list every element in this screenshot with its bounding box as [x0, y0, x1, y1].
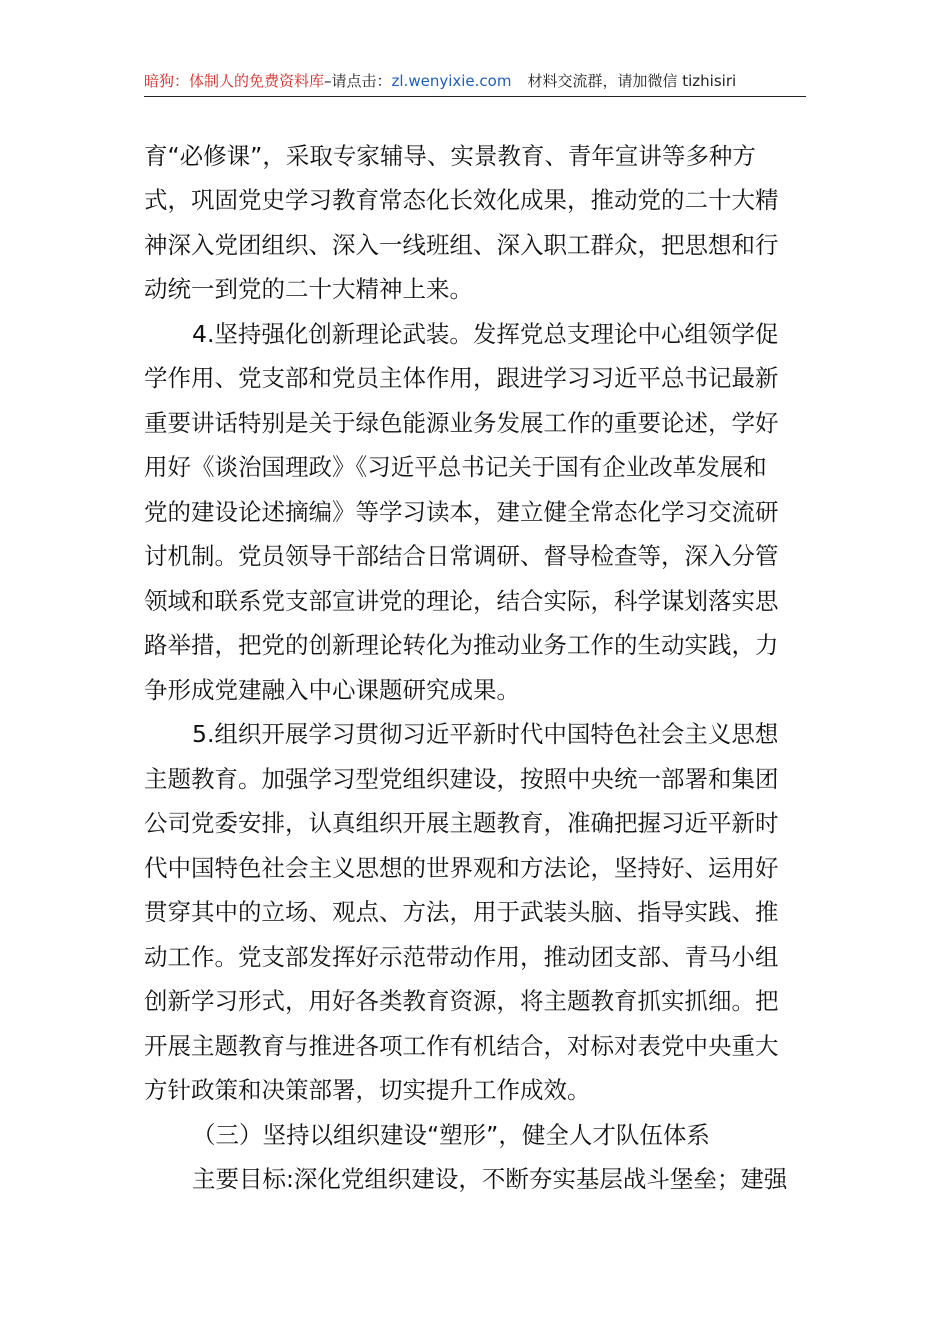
text-line: 主题教育。加强学习型党组织建设，按照中央统一部署和集团: [144, 765, 779, 793]
text-line: 公司党委安排，认真组织开展主题教育，准确把握习近平新时: [144, 809, 779, 837]
text-line: 动统一到党的二十大精神上来。: [144, 275, 473, 303]
paragraph-5-start: 5.组织开展学习贯彻习近平新时代中国特色社会主义思想: [192, 720, 779, 748]
text-line: 动工作。党支部发挥好示范带动作用，推动团支部、青马小组: [144, 943, 779, 971]
text-line: 育“必修课”，采取专家辅导、实景教育、青年宣讲等多种方: [144, 142, 756, 170]
text-line: 代中国特色社会主义思想的世界观和方法论，坚持好、运用好: [144, 854, 779, 882]
text-line: 方针政策和决策部署，切实提升工作成效。: [144, 1076, 591, 1104]
text-line: 路举措，把党的创新理论转化为推动业务工作的生动实践，力: [144, 631, 779, 659]
section-heading: （三）坚持以组织建设“塑形”，健全人才队伍体系: [192, 1121, 710, 1149]
text-line: 讨机制。党员领导干部结合日常调研、督导检查等，深入分管: [144, 542, 779, 570]
header-group-info: 材料交流群，请加微信 tizhisiri: [527, 72, 737, 90]
text-line: 神深入党团组织、深入一线班组、深入职工群众，把思想和行: [144, 231, 779, 259]
header-link[interactable]: zl.wenyixie.com: [391, 72, 512, 90]
text-line: 式，巩固党史学习教育常态化长效化成果，推动党的二十大精: [144, 186, 779, 214]
header-prompt: –请点击：: [324, 72, 392, 90]
header-brand: 暗狗：体制人的免费资料库: [144, 72, 325, 90]
text-line: 党的建设论述摘编》等学习读本，建立健全常态化学习交流研: [144, 498, 779, 526]
text-line: 贯穿其中的立场、观点、方法，用于武装头脑、指导实践、推: [144, 898, 779, 926]
text-line: 领域和联系党支部宣讲党的理论，结合实际，科学谋划落实思: [144, 587, 779, 615]
page-header: [144, 66, 806, 97]
text-line: 开展主题教育与推进各项工作有机结合，对标对表党中央重大: [144, 1032, 779, 1060]
text-line: 创新学习形式，用好各类教育资源，将主题教育抓实抓细。把: [144, 987, 779, 1015]
main-goal-line: 主要目标:深化党组织建设，不断夯实基层战斗堡垒；建强: [192, 1165, 788, 1193]
text-line: 学作用、党支部和党员主体作用，跟进学习习近平总书记最新: [144, 364, 779, 392]
text-line: 重要讲话特别是关于绿色能源业务发展工作的重要论述，学好: [144, 409, 779, 437]
text-line: 用好《谈治国理政》《习近平总书记关于国有企业改革发展和: [144, 453, 767, 481]
text-line: 争形成党建融入中心课题研究成果。: [144, 676, 520, 704]
paragraph-4-start: 4.坚持强化创新理论武装。发挥党总支理论中心组领学促: [192, 320, 779, 348]
